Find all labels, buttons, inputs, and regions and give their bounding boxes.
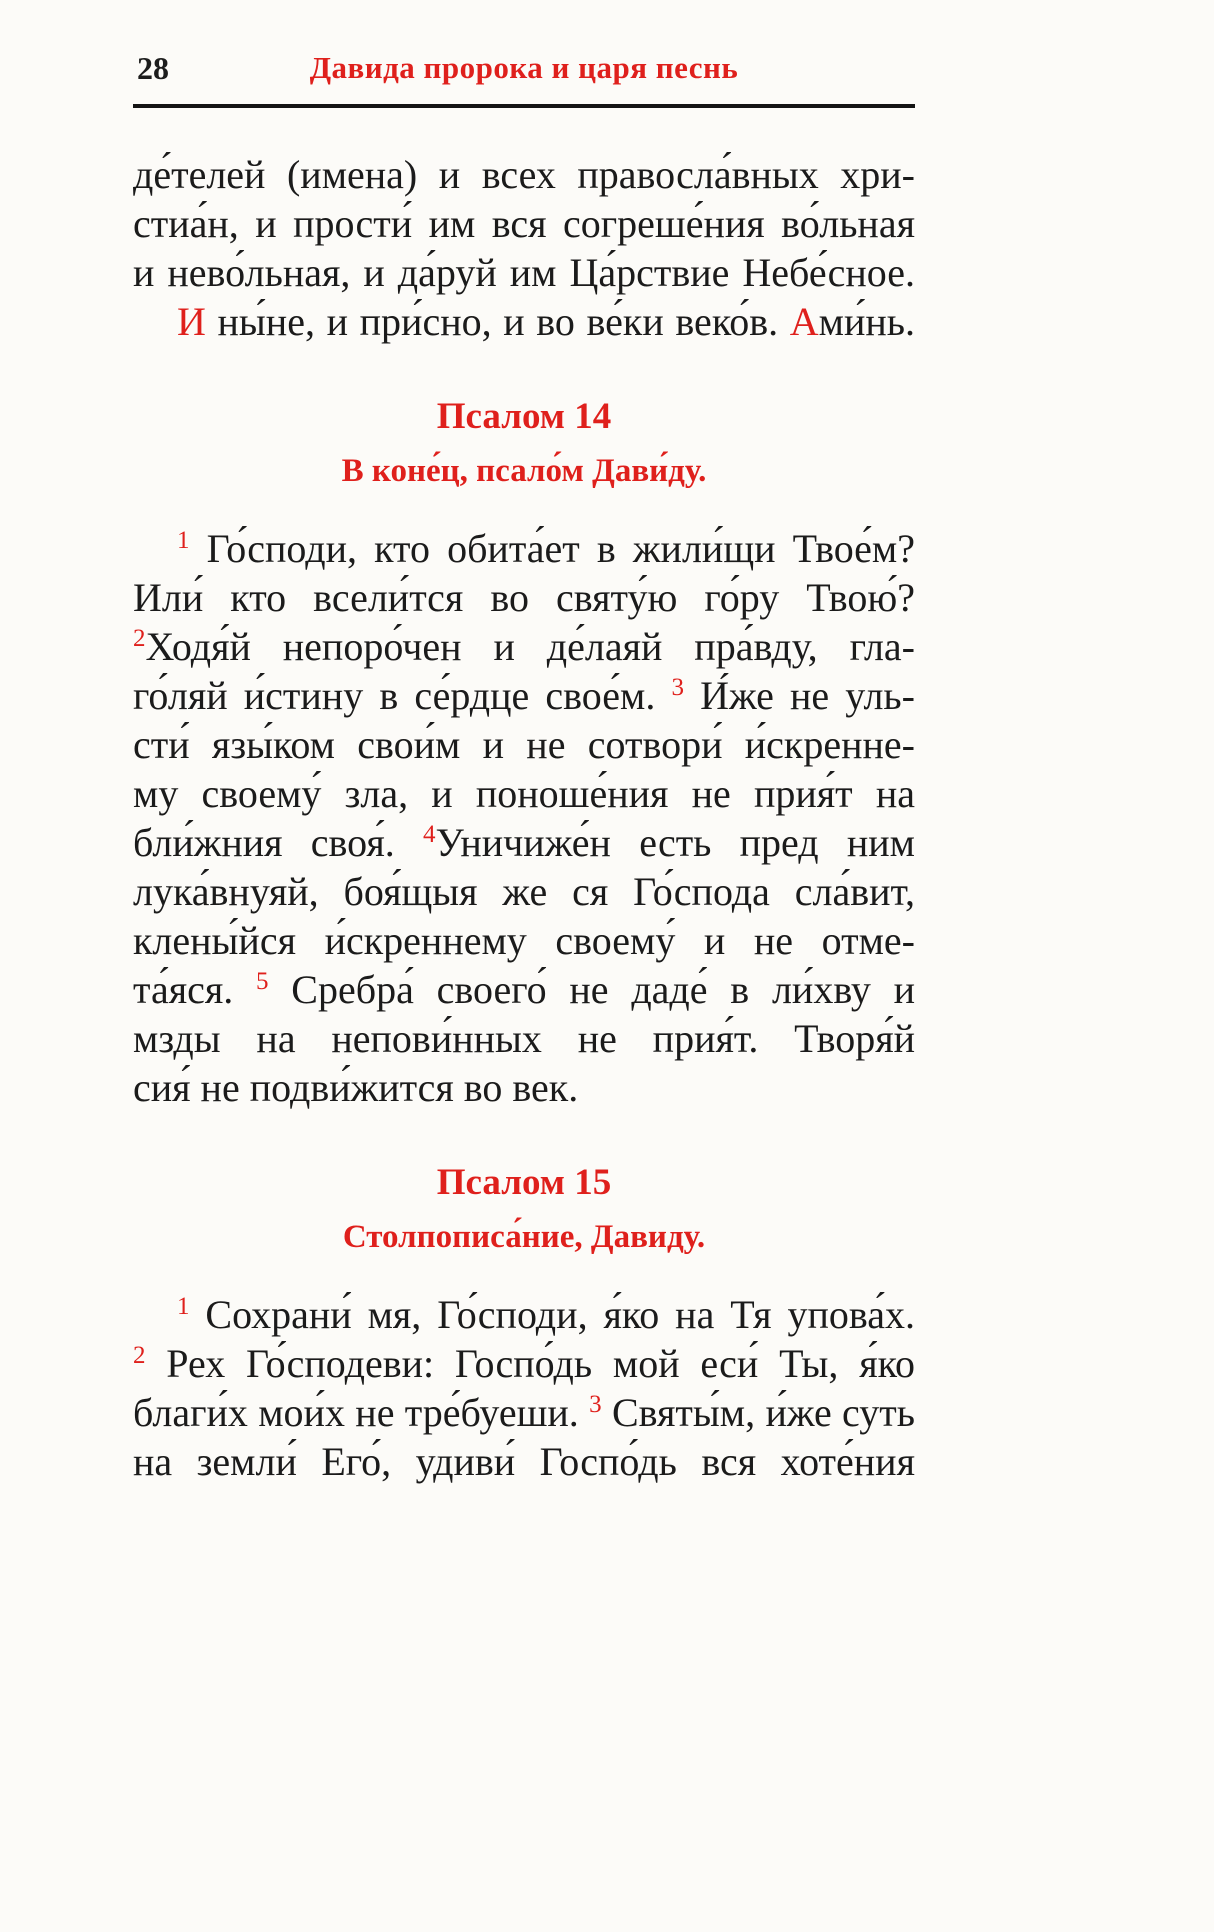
psalm-14-title: Псалом 14 bbox=[436, 396, 612, 437]
line-text: Сребра́ своего́ не даде́ в ли́хву и bbox=[268, 967, 916, 1012]
line-text: Сохрани́ мя, Го́споди, я́ко на Тя упова́х. bbox=[189, 1292, 915, 1337]
line-text: И́же не уль- bbox=[683, 673, 915, 718]
line-text: Ходя́й непоро́чен и де́лаяй пра́вду, гла- bbox=[145, 624, 915, 669]
initial-letter: А bbox=[789, 299, 819, 344]
page-content bbox=[133, 50, 915, 1486]
text-line: де́телей (имена) и всех правосла́вных хри- bbox=[133, 152, 915, 197]
verse-line: сия́ не подви́жится во век. bbox=[133, 1065, 579, 1110]
line-text: бли́жния своя́. bbox=[133, 820, 424, 865]
verse-line: клены́йся и́скреннему своему́ и не отме- bbox=[133, 918, 915, 963]
verse-line bbox=[133, 965, 915, 1014]
line-text: ми́нь. bbox=[818, 299, 915, 344]
body-text bbox=[133, 150, 915, 1486]
line-text: ны́не, и при́сно, и во ве́ки веко́в. bbox=[205, 299, 790, 344]
line-text: Святы́м, и́же суть bbox=[601, 1390, 916, 1435]
header-rule bbox=[133, 104, 915, 108]
verse-number: 3 bbox=[589, 1391, 602, 1418]
psalm-15-subtitle: Столпописа́ние, Давиду. bbox=[342, 1219, 706, 1255]
text-line bbox=[133, 297, 915, 346]
verse-line: на земли́ Его́, удиви́ Госпо́дь вся хоте́ния bbox=[133, 1439, 915, 1484]
verse-line: лука́внуяй, боя́щыя же ся Го́спода сла́вит, bbox=[133, 869, 915, 914]
verse-line bbox=[133, 1339, 915, 1388]
verse-line bbox=[133, 524, 915, 573]
verse-line bbox=[133, 818, 915, 867]
verse-number: 4 bbox=[423, 821, 436, 848]
initial-letter: И bbox=[177, 299, 206, 344]
verse-line bbox=[133, 1388, 915, 1437]
line-text: Го́споди, кто обита́ет в жили́щи Твое́м? bbox=[189, 526, 915, 571]
line-text: та́яся. bbox=[133, 967, 257, 1012]
verse-number: 3 bbox=[671, 674, 684, 701]
verse-line bbox=[133, 671, 915, 720]
text-line: стиа́н, и прости́ им вся согреше́ния во́льная bbox=[133, 201, 915, 246]
page-header bbox=[133, 50, 915, 96]
line-text: Рех Го́сподеви: Госпо́дь мой еси́ Ты, я́ко bbox=[145, 1341, 915, 1386]
verse-number: 1 bbox=[177, 527, 190, 554]
psalm-14-subtitle: В коне́ц, псало́м Дави́ду. bbox=[341, 453, 707, 489]
line-text: благи́х мои́х не тре́буеши. bbox=[133, 1390, 590, 1435]
page-number: 28 bbox=[137, 50, 169, 86]
text-line: и нево́льная, и да́руй им Ца́рствие Небе́сное. bbox=[133, 250, 915, 295]
verse-number: 2 bbox=[133, 1342, 146, 1369]
line-text: Уничиже́н есть пред ним bbox=[435, 820, 915, 865]
verse-line bbox=[133, 1290, 915, 1339]
verse-number: 2 bbox=[133, 625, 146, 652]
psalm-15-title: Псалом 15 bbox=[436, 1162, 612, 1203]
line-text: го́ляй и́стину в се́рдце свое́м. bbox=[133, 673, 672, 718]
verse-line bbox=[133, 622, 915, 671]
verse-line: мзды на непови́нных не прия́т. Творя́й bbox=[133, 1016, 915, 1061]
verse-line: сти́ язы́ком свои́м и не сотвори́ и́скренне- bbox=[133, 722, 915, 767]
verse-line: Или́ кто всели́тся во святу́ю го́ру Твою́? bbox=[133, 575, 915, 620]
verse-number: 5 bbox=[256, 968, 269, 995]
verse-line: му своему́ зла, и поноше́ния не прия́т на bbox=[133, 771, 915, 816]
verse-number: 1 bbox=[177, 1293, 190, 1320]
running-title: Давида пророка и царя песнь bbox=[309, 50, 739, 85]
